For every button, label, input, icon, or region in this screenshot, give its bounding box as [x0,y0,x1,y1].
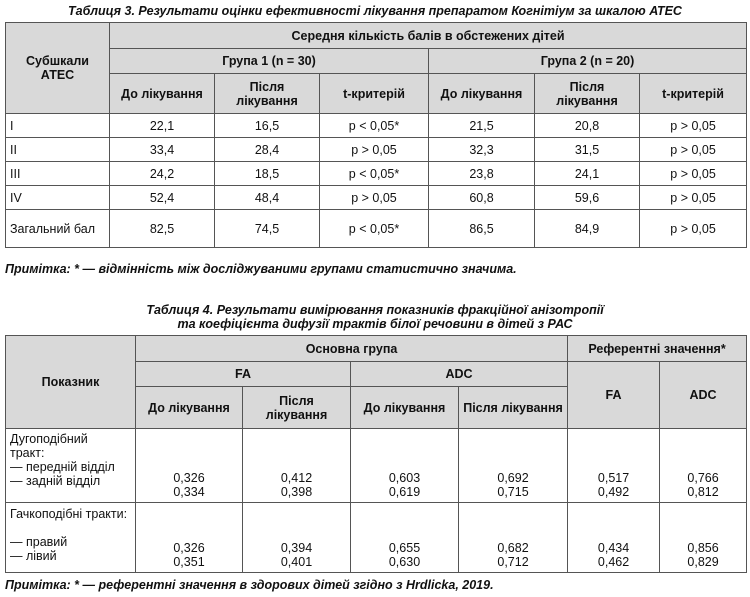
block1-row2-label: — задній відділ [10,474,101,488]
cell: III [6,162,110,186]
value: 0,812 [687,485,719,499]
cell: p > 0,05 [640,210,747,248]
value: 0,326 [173,471,205,485]
value: 0,492 [597,485,630,499]
value: 0,517 [597,471,630,485]
cell: I [6,114,110,138]
t3-group2: Група 2 (n = 20) [429,49,747,74]
value: 0,394 [280,541,313,555]
table-row [6,503,747,573]
cell: 24,1 [535,162,640,186]
cell: p < 0,05* [320,162,429,186]
cell [243,429,351,503]
t4-ref-adc: ADC [660,362,747,429]
cell: p < 0,05* [320,210,429,248]
cell [351,429,459,503]
cell: IV [6,186,110,210]
cell [568,503,660,573]
value: 0,712 [497,555,529,569]
block2-row2-label: — лівий [10,549,57,563]
value: 0,603 [388,471,421,485]
cell: 32,3 [429,138,535,162]
value: 0,829 [687,555,719,569]
cell [660,429,747,503]
table-row [6,162,747,186]
value: 0,351 [173,555,205,569]
value: 0,434 [597,541,630,555]
value: 0,401 [280,555,313,569]
value: 0,619 [388,485,421,499]
table4-caption-line2: та коефіцієнта дифузії трактів білої речовини в дітей з РАС [177,317,573,331]
t3-g1-ttest: t-критерій [320,74,429,114]
t4-adc: ADC [351,362,568,387]
cell: 60,8 [429,186,535,210]
table-row [6,138,747,162]
cell: 84,9 [535,210,640,248]
cell [568,429,660,503]
cell [243,503,351,573]
table-row [6,186,747,210]
t4-fa-before: До лікування [136,387,243,429]
cell [351,503,459,573]
value: 0,326 [173,541,205,555]
cell: 21,5 [429,114,535,138]
table-row [6,114,747,138]
cell: 86,5 [429,210,535,248]
cell: p > 0,05 [320,186,429,210]
cell: p > 0,05 [640,114,747,138]
cell: Загальний бал [6,210,110,248]
t4-fa-after: Після лікування [243,387,351,429]
table3-caption: Таблиця 3. Результати оцінки ефективності лікування препаратом Когнітіум за шкалою АТЕС [68,4,682,18]
table4-caption-line1: Таблиця 4. Результати вимірювання показників фракційної анізотропії [146,303,604,317]
cell: 18,5 [215,162,320,186]
cell: 16,5 [215,114,320,138]
t4-col-indicator: Показник [6,336,136,429]
cell: 59,6 [535,186,640,210]
cell: 82,5 [110,210,215,248]
cell [6,429,136,503]
cell: 33,4 [110,138,215,162]
t3-g1-before: До лікування [110,74,215,114]
t3-g1-after: Після лікування [215,74,320,114]
t4-main-group: Основна група [136,336,568,362]
cell: 24,2 [110,162,215,186]
cell [136,503,243,573]
t3-col-subscales: Субшкали АТЕС [6,23,110,114]
cell: 48,4 [215,186,320,210]
cell [6,503,136,573]
cell: 31,5 [535,138,640,162]
value: 0,334 [173,485,205,499]
cell [459,503,568,573]
block1-title2: тракт: [10,446,45,460]
value: 0,630 [388,555,421,569]
cell: 28,4 [215,138,320,162]
value: 0,692 [497,471,529,485]
cell: 22,1 [110,114,215,138]
cell: p > 0,05 [640,186,747,210]
table4 [5,335,747,573]
table-row [6,210,747,248]
table4-note: Примітка: * — референтні значення в здорових дітей згідно з Hrdlicka, 2019. [5,578,494,592]
value: 0,655 [388,541,421,555]
spacer [10,521,131,535]
value: 0,766 [687,471,719,485]
value: 0,856 [687,541,719,555]
value: 0,715 [497,485,529,499]
block1-title1: Дугоподібний [10,432,88,446]
block2-row1-label: — правий [10,535,68,549]
value: 0,398 [280,485,313,499]
cell [459,429,568,503]
t3-group1: Група 1 (n = 30) [110,49,429,74]
value: 0,412 [280,471,313,485]
cell: 52,4 [110,186,215,210]
t3-g2-after: Після лікування [535,74,640,114]
cell: 20,8 [535,114,640,138]
cell: 23,8 [429,162,535,186]
t3-g2-ttest: t-критерій [640,74,747,114]
t4-fa: FA [136,362,351,387]
cell: p > 0,05 [320,138,429,162]
value: 0,682 [497,541,529,555]
value: 0,462 [597,555,630,569]
t3-col-mean: Середня кількість балів в обстежених дітей [110,23,747,49]
cell: p > 0,05 [640,162,747,186]
t4-adc-before: До лікування [351,387,459,429]
cell: p > 0,05 [640,138,747,162]
cell: p < 0,05* [320,114,429,138]
cell [660,503,747,573]
t4-ref-fa: FA [568,362,660,429]
t4-adc-after: Після лікування [459,387,568,429]
t4-reference: Референтні значення* [568,336,747,362]
t3-g2-before: До лікування [429,74,535,114]
block2-title1: Гачкоподібні тракти: [10,507,128,521]
block1-row1-label: — передній відділ [10,460,115,474]
cell [136,429,243,503]
table3 [5,22,747,248]
cell: II [6,138,110,162]
table-row [6,429,747,503]
table3-note: Примітка: * — відмінність між досліджуваними групами статистично значима. [5,262,517,276]
cell: 74,5 [215,210,320,248]
